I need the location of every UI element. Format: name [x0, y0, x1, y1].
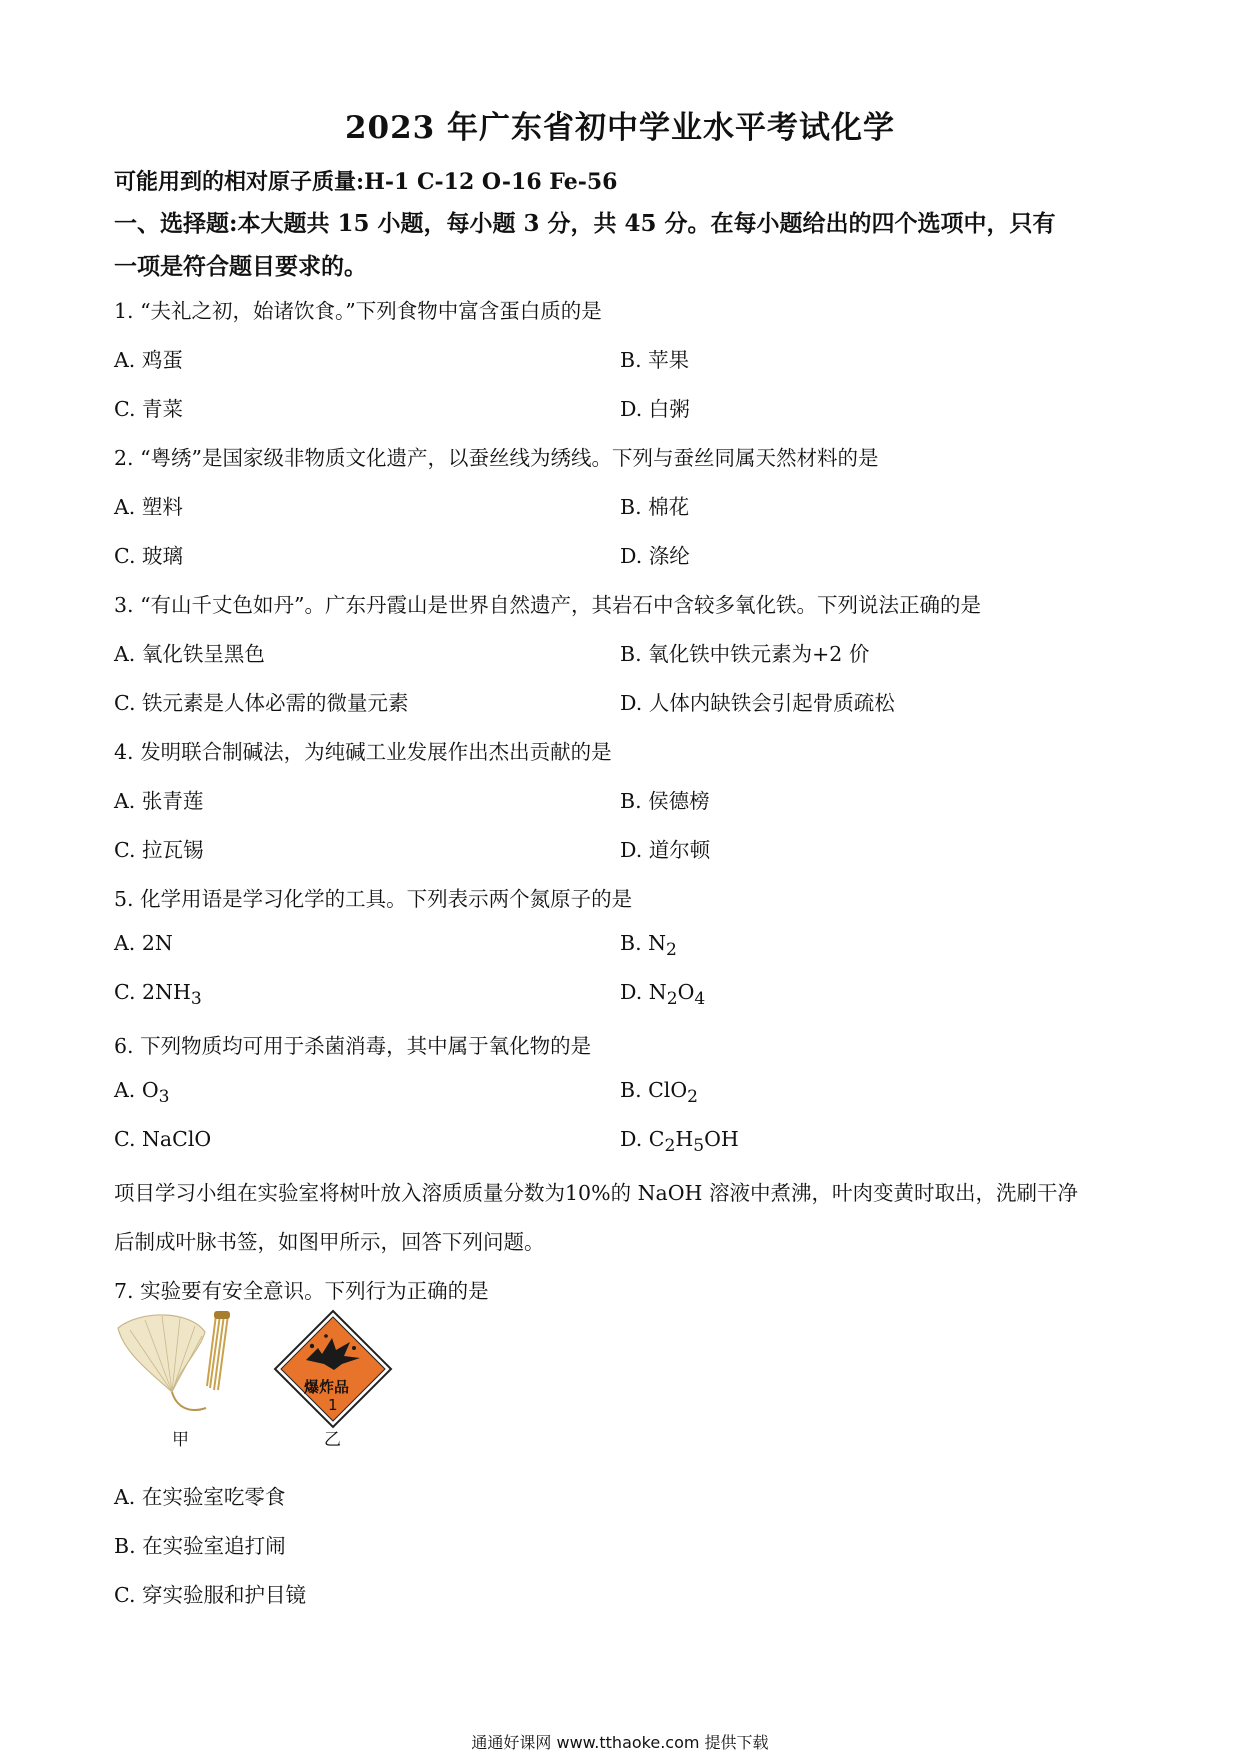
figure-caption-jia: 甲 [172, 1430, 189, 1450]
leaf-bookmark-figure [110, 1310, 240, 1420]
q5-stem: 5. 化学用语是学习化学的工具。下列表示两个氮原子的是 [114, 887, 633, 911]
q6-option-d: D. $C_2H_5OH$ [620, 1127, 739, 1157]
q5-option-b: B. $N_2$ [620, 931, 677, 961]
q1-option-a: A. 鸡蛋 [114, 348, 183, 372]
q1-option-b: B. 苹果 [620, 348, 690, 372]
q2-stem: 2. “粤绣”是国家级非物质文化遗产，以蚕丝线为绣线。下列与蚕丝同属天然材料的是 [114, 446, 879, 470]
q4-option-d: D. 道尔顿 [620, 838, 711, 862]
q2-option-d: D. 涤纶 [620, 544, 690, 568]
q7-stem: 7. 实验要有安全意识。下列行为正确的是 [114, 1279, 489, 1303]
q6-option-a: A. $O_3$ [114, 1078, 170, 1108]
passage-line1: 项目学习小组在实验室将树叶放入溶质质量分数为10%的 NaOH 溶液中煮沸，叶肉变黄时取出，洗刷干净 [114, 1181, 1078, 1205]
page-title: 2023 年广东省初中学业水平考试化学 [344, 110, 896, 146]
q3-option-c: C. 铁元素是人体必需的微量元素 [114, 691, 409, 715]
q4-stem: 4. 发明联合制碱法，为纯碱工业发展作出杰出贡献的是 [114, 740, 612, 764]
q4-option-b: B. 侯德榜 [620, 789, 710, 813]
figure-caption-yi: 乙 [324, 1430, 341, 1450]
q1-option-c: C. 青菜 [114, 397, 183, 421]
q6-option-b: B. ClO$_2$ [620, 1078, 699, 1108]
section-heading-line2: 一项是符合题目要求的。 [114, 253, 367, 280]
q2-option-a: A. 塑料 [114, 495, 183, 519]
sign-class-number: 1 [328, 1396, 338, 1414]
q7-option-a: A. 在实验室吃零食 [114, 1485, 286, 1509]
q7-option-c: C. 穿实验服和护目镜 [114, 1583, 306, 1607]
q2-option-c: C. 玻璃 [114, 544, 183, 568]
section-heading-line1: 一、选择题:本大题共 15 小题，每小题 3 分，共 45 分。在每小题给出的四个选项中，只有 [114, 210, 1056, 237]
q3-option-a: A. 氧化铁呈黑色 [114, 642, 265, 666]
q1-option-d: D. 白粥 [620, 397, 690, 421]
q3-option-d: D. 人体内缺铁会引起骨质疏松 [620, 691, 895, 715]
page-footer: 通通好课网 www.tthaoke.com 提供下载 [471, 1733, 769, 1752]
q4-option-c: C. 拉瓦锡 [114, 838, 204, 862]
q3-option-b: B. 氧化铁中铁元素为+2 价 [620, 642, 870, 666]
q5-option-d: D. $N_2O_4$ [620, 980, 706, 1010]
atomic-mass-note: 可能用到的相对原子质量:H-1 C-12 O-16 Fe-56 [114, 169, 618, 195]
q5-option-a: A. 2N [114, 931, 173, 955]
q6-option-c: C. NaClO [114, 1127, 212, 1151]
q3-stem: 3. “有山千丈色如丹”。广东丹霞山是世界自然遗产，其岩石中含较多氧化铁。下列说法正确的是 [114, 593, 982, 617]
q5-option-c: C. $2NH_3$ [114, 980, 202, 1010]
q2-option-b: B. 棉花 [620, 495, 690, 519]
q6-stem: 6. 下列物质均可用于杀菌消毒，其中属于氧化物的是 [114, 1034, 592, 1058]
q4-option-a: A. 张青莲 [114, 789, 204, 813]
sign-label: 爆炸品 [304, 1378, 350, 1396]
q1-stem: 1. “夫礼之初，始诸饮食。”下列食物中富含蛋白质的是 [114, 299, 602, 323]
q7-option-b: B. 在实验室追打闹 [114, 1534, 286, 1558]
passage-line2: 后制成叶脉书签，如图甲所示，回答下列问题。 [114, 1230, 545, 1254]
